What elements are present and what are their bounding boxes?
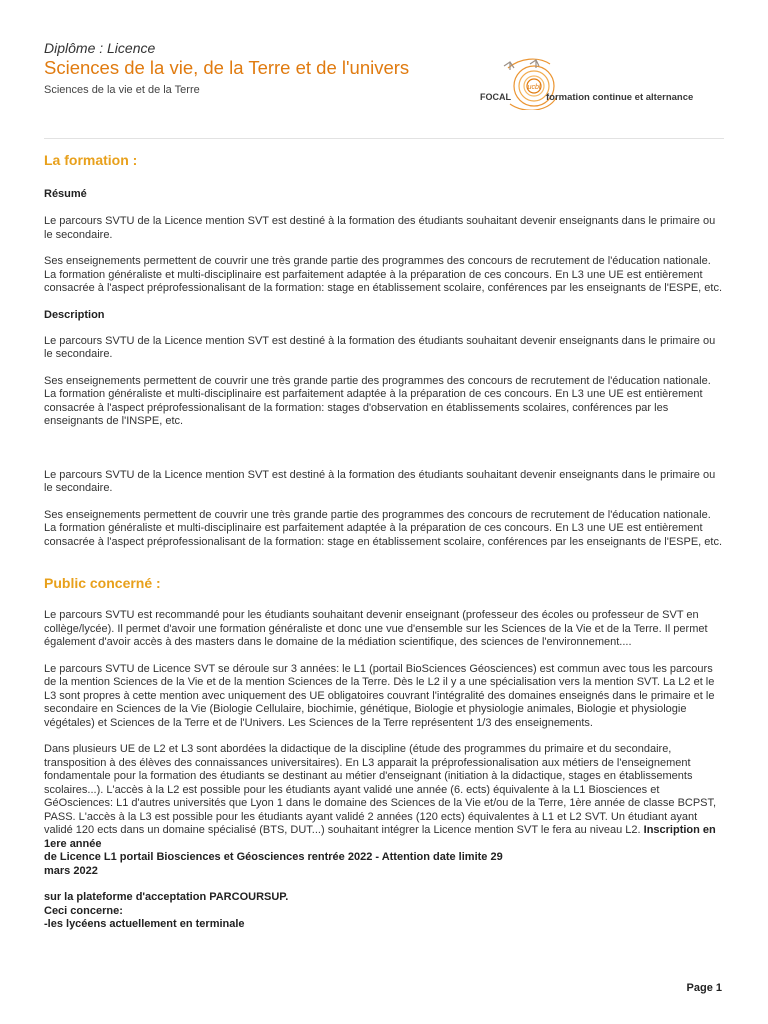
extra-paragraph-1: Le parcours SVTU de la Licence mention SVT est destiné à la formation des étudiants souhaitant devenir enseignants dans le primaire ou le secondaire. — [44, 468, 716, 494]
inscription-line-1: Inscription en 1ere année — [44, 824, 716, 850]
header-divider — [44, 138, 724, 139]
page-title: Sciences de la vie, de la Terre et de l'univers — [44, 57, 410, 78]
public-paragraph-1: Le parcours SVTU est recommandé pour les étudiants souhaitant devenir enseignant (professeur des écoles ou professeur de SVT en collège/lycée). Il permet d'avoir une formation généraliste et donc une vue d'ensemble sur les Sciences de la Vie et de la Terre. Il permet également d'avoir accès à des masters dans le domaine de la médiation scientifique, des sciences de l'environnement.... — [44, 609, 708, 648]
inscription-line-3: mars 2022 — [44, 864, 98, 877]
inscription-line-2: de Licence L1 portail Biosciences et Géosciences rentrée 2022 - Attention date limite 29 — [44, 851, 503, 863]
page-number: Page 1 — [686, 982, 722, 994]
section-title-public: Public concerné : — [44, 575, 161, 591]
page-subtitle: Sciences de la vie et de la Terre — [44, 84, 200, 96]
description-paragraph-1: Le parcours SVTU de la Licence mention SVT est destiné à la formation des étudiants souhaitant devenir enseignants dans le primaire ou le secondaire. — [44, 334, 716, 360]
public-paragraph-4 — [44, 891, 724, 932]
focal-logo-graphic — [480, 54, 720, 110]
diploma-label: Diplôme : Licence — [44, 40, 156, 56]
description-paragraph-2: Ses enseignements permettent de couvrir une très grande partie des programmes des concours de recrutement de l'éducation nationale. La formation généraliste et multi-disciplinaire est parfaitement adaptée à la préparation de ces concours. En L3 une UE est entièrement consacrée à l'aspect préprofessionalisant de la formation: stages d'observation en établissements scolaires, conférences par les enseignants de l'INSPE, etc. — [44, 374, 711, 427]
subheading-description: Description — [44, 308, 105, 321]
logo-left-text: FOCAL — [480, 92, 511, 102]
main-content — [44, 152, 724, 932]
resume-paragraph-1: Le parcours SVTU de la Licence mention SVT est destiné à la formation des étudiants souhaitant devenir enseignants dans le primaire ou le secondaire. — [44, 215, 716, 241]
parcoursup-line: sur la plateforme d'acceptation PARCOURSUP. — [44, 891, 289, 903]
concerne-line: Ceci concerne: — [44, 904, 123, 917]
logo-center-text: ucbl — [527, 84, 541, 91]
lyceens-line: -les lycéens actuellement en terminale — [44, 918, 245, 930]
subheading-resume: Résumé — [44, 188, 87, 200]
resume-paragraph-2: Ses enseignements permettent de couvrir une très grande partie des programmes des concours de recrutement de l'éducation nationale. La formation généraliste et multi-disciplinaire est parfaitement adaptée à la préparation de ces concours. En L3 une UE est entièrement consacrée à l'aspect préprofessionalisant de la formation: stage en établissement scolaire, conférences par les enseignants de l'ESPE, etc. — [44, 255, 723, 294]
public-paragraph-2: Le parcours SVTU de Licence SVT se déroule sur 3 années: le L1 (portail BioSciences Géosciences) est commun avec tous les parcours de la mention Sciences de la Vie et de la mention Sciences de la Terre. Dès le L2 il y a une spécialisation vers la mention SVT. La L2 et le L3 sont propres à cette mention avec uniquement des UE obligatoires couvrant l'intégralité des domaines enseignés dans le primaire et le secondaire en Sciences de la Vie (Biologie Cellulaire, biochimie, génétique, Biologie et physiologie animales, Biologie et physiologie végétales) et Sciences de la Terre et de l'Univers. Les Sciences de la Terre représentent 1/3 des enseignements. — [44, 662, 715, 729]
public-paragraph-3-text: Dans plusieurs UE de L2 et L3 sont abordées la didactique de la discipline (étude des programmes du primaire et du secondaire, transposition à des élèves des connaissances universitaires). En L3 apparait la préprofessionalisation aux métiers de l'enseignement fondamentale pour la formation des étudiants se destinant au métier d'enseignant (initiation à la didactique, stages en établissements scolaires...). L'accès à la L2 est possible pour les étudiants ayant validé une année (6. ects) équivalente à la L1 Biosciences et GéOsciences: L1 d'autres universités que Lyon 1 dans le domaine des Sciences de la Vie et/ou de la Terre, 1ère année de classe BCPST, PASS. L'accès à la L3 est possible pour les étudiants ayant validé 2 années (120 ects) équivalentes à L1 et L2 SVT. Un étudiant ayant validé 120 ects dans un domaine spécialisé (BTS, DUT...) souhaitant intégrer la Licence mention SVT le fera au niveau L2. — [44, 743, 717, 836]
extra-paragraph-2: Ses enseignements permettent de couvrir une très grande partie des programmes des concours de recrutement de l'éducation nationale. La formation généraliste et multi-disciplinaire est parfaitement adaptée à la préparation de ces concours. En L3 une UE est entièrement consacrée à l'aspect préprofessionalisant de la formation: stage en établissement scolaire, conférences par les enseignants de l'ESPE, etc. — [44, 508, 723, 548]
focal-logo — [480, 54, 720, 110]
logo-right-text: formation continue et alternance — [546, 92, 694, 103]
public-paragraph-3 — [44, 743, 724, 878]
section-title-formation: La formation : — [44, 152, 138, 168]
